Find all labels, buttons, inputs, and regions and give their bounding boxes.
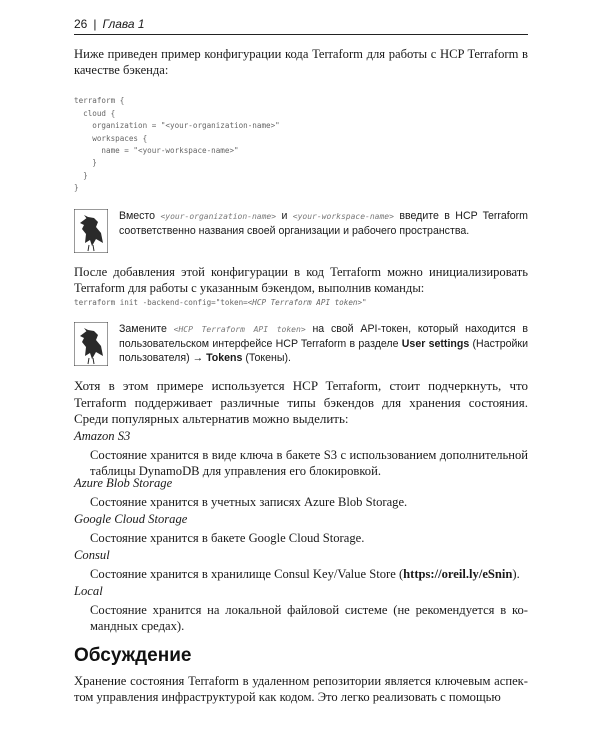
backend-description: Состояние хранится в виде ключа в бакете S3 с использованием дополнительной таблицы DynamoDB для управления его блокировкой. xyxy=(90,448,528,478)
code-line: workspaces { xyxy=(74,133,148,143)
chapter-title: Глава 1 xyxy=(102,17,145,31)
page-header xyxy=(74,17,528,35)
backend-term: Consul xyxy=(74,548,110,562)
backend-term: Amazon S3 xyxy=(74,429,131,443)
init-command-prefix: terraform init -backend-config="token= xyxy=(74,298,248,307)
consul-link[interactable]: https://oreil.ly/eSnin xyxy=(403,567,513,581)
paragraph-discussion: Хранение состояния Terraform в удаленном репозитории является ключевым аспектом управления инфраструктурой как кодом. Это легко реализовать с помощью xyxy=(74,674,528,704)
note-text-part: Вместо xyxy=(119,210,161,222)
note-box xyxy=(74,209,528,253)
backend-description: Состояние хранится в бакете Google Cloud Storage. xyxy=(90,531,365,545)
note-bold: User settings xyxy=(401,338,470,350)
backend-description: Состояние хранится в учетных записях Azure Blob Storage. xyxy=(90,495,408,509)
note-text-part: и xyxy=(276,210,293,222)
code-line: organization = "<your-organization-name>" xyxy=(74,121,280,131)
note-text-part: (Настройки пользователя) → xyxy=(119,338,528,364)
note-code: <your-organization-name> xyxy=(160,212,277,221)
paragraph-backends: Хотя в этом примере используется HCP Terraform, стоит подчеркнуть, что Terraform поддерживает различные типы бэкендов для хранения состояния. Среди популярных альтернатив можно выделить: xyxy=(74,378,528,426)
note-text xyxy=(119,322,528,365)
note-box xyxy=(74,322,528,366)
code-line: } xyxy=(74,170,88,180)
note-text-part: на свой API-токен, который находится в пользовательском интерфейсе HCP Terraform в разделе xyxy=(119,323,528,350)
backend-description-part: Состояние хранится в хранилище Consul Key/Value Store ( xyxy=(90,567,404,581)
code-block xyxy=(74,83,528,195)
code-line: terraform { xyxy=(74,96,125,106)
backend-term: Google Cloud Storage xyxy=(74,512,188,526)
code-line: } xyxy=(74,183,79,193)
note-text xyxy=(119,209,528,238)
crow-icon xyxy=(74,209,108,253)
page-number: 26 xyxy=(74,17,88,31)
header-separator: | xyxy=(93,17,97,31)
note-text-part: Замените xyxy=(119,323,174,335)
code-line: cloud { xyxy=(74,108,116,118)
crow-icon xyxy=(74,322,108,366)
backend-term: Local xyxy=(74,584,103,598)
paragraph-init: После добавления этой конфигурации в код Terraform можно инициализировать Terraform для работы с указанным бэкендом, выполнив команды: xyxy=(74,265,528,295)
backend-description-part: ). xyxy=(512,567,520,581)
backend-term: Azure Blob Storage xyxy=(74,476,173,490)
note-text-part: (Токены). xyxy=(242,352,291,364)
code-line: name = "<your-workspace-name>" xyxy=(74,146,239,156)
init-command-suffix: " xyxy=(362,298,367,307)
code-line: } xyxy=(74,158,97,168)
note-code: <your-workspace-name> xyxy=(292,212,394,221)
section-heading: Обсуждение xyxy=(74,645,192,666)
note-bold: Tokens xyxy=(206,352,243,364)
backend-description: Состояние хранится на локальной файловой системе (не рекомендуется в командных средах). xyxy=(90,603,528,633)
backend-description xyxy=(90,566,528,582)
init-command-token: <HCP Terraform API token> xyxy=(247,298,363,307)
note-text-part: введите в HCP Terraform соответственно названия своей организации и рабочего пространства. xyxy=(119,210,528,237)
intro-paragraph: Ниже приведен пример конфигурации кода Terraform для работы с HCP Terraform в качестве бэкенда: xyxy=(74,47,528,77)
init-command xyxy=(74,297,528,309)
note-code: <HCP Terraform API token> xyxy=(173,325,306,334)
